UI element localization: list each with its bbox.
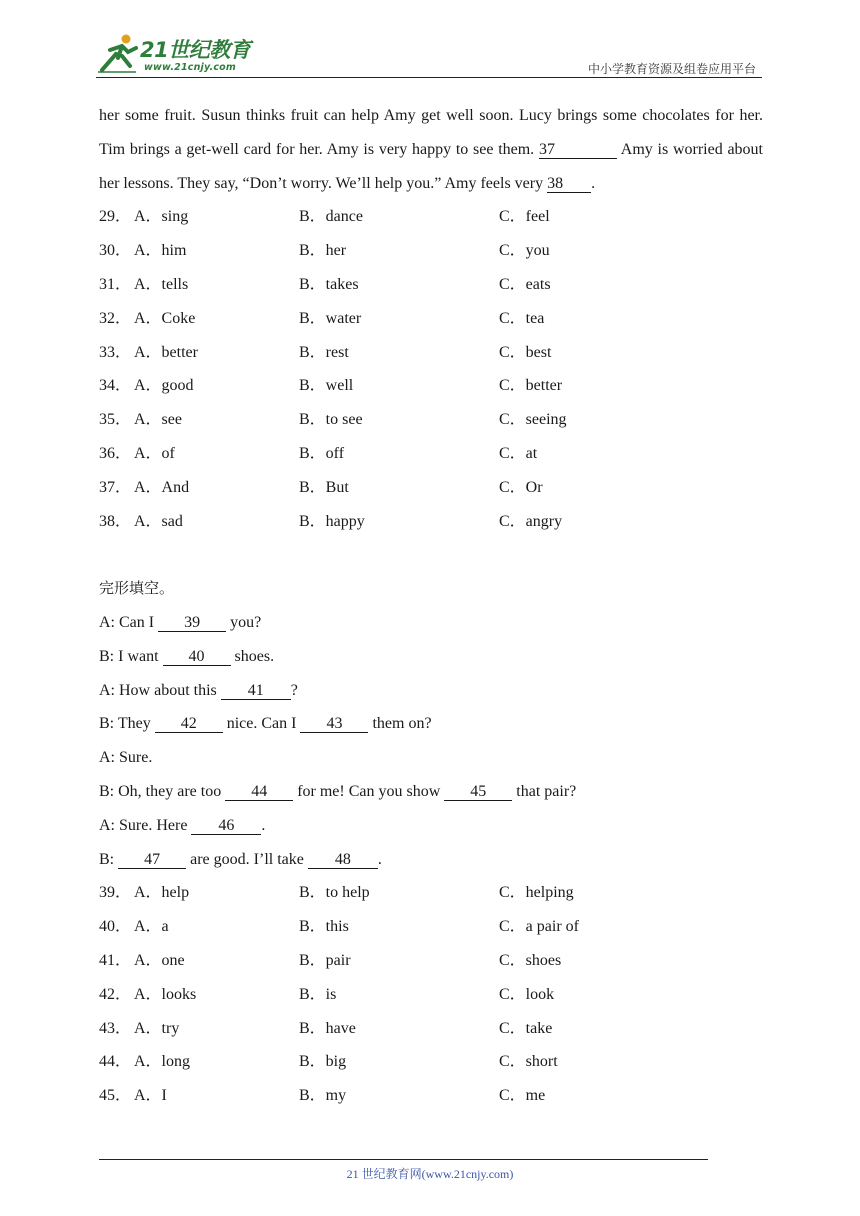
question-number: 43．: [99, 1019, 132, 1037]
blank-39: 39: [158, 614, 226, 632]
option-b: B．well: [299, 377, 354, 395]
option-a: A．see: [134, 411, 182, 429]
footer-link[interactable]: 21 世纪教育网(www.21cnjy.com): [346, 1167, 514, 1181]
option-c: C．you: [499, 242, 550, 260]
option-a: A．one: [134, 951, 185, 969]
section-title: 完形填空。: [99, 579, 175, 598]
header-divider: [96, 77, 762, 78]
question-row: [99, 234, 763, 268]
option-a: A．try: [134, 1019, 180, 1037]
dialog-text: ?: [290, 681, 298, 699]
option-c: C．me: [499, 1087, 546, 1105]
question-number: 42．: [99, 985, 132, 1003]
option-b: B．this: [299, 918, 349, 936]
section-spacer: [99, 538, 763, 572]
option-c: C．a pair of: [499, 918, 579, 936]
dialog-text: B: They: [99, 715, 155, 733]
option-b: B．have: [299, 1019, 356, 1037]
question-list-2: [99, 876, 763, 1113]
question-row: [99, 471, 763, 505]
passage-text-2: Amy is worried about her lessons. They say, “Don’t worry. We’ll help you.” Amy feels very: [99, 140, 763, 192]
dialog-text: .: [261, 816, 266, 834]
dialog-text: B:: [99, 850, 119, 868]
blank-44: 44: [225, 783, 293, 801]
question-row: [99, 876, 763, 910]
question-number: 40．: [99, 918, 132, 936]
blank-37: 37: [539, 141, 617, 159]
question-list-1: [99, 200, 763, 538]
option-c: C．feel: [499, 208, 550, 226]
logo-url: www.21cnjy.com: [144, 62, 236, 73]
dialog-line: [99, 775, 763, 809]
question-number: 36．: [99, 444, 132, 462]
page-content: [99, 99, 763, 1113]
question-number: 44．: [99, 1053, 132, 1071]
option-a: A．of: [134, 444, 175, 462]
dialog-text: B: I want: [99, 647, 163, 665]
question-number: 30．: [99, 242, 132, 260]
question-row: [99, 1045, 763, 1079]
blank-47: 47: [118, 851, 186, 869]
question-number: 39．: [99, 884, 132, 902]
logo-text: 21世纪教育: [140, 38, 251, 62]
option-c: C．better: [499, 377, 563, 395]
question-row: [99, 910, 763, 944]
passage-paragraph: [99, 99, 763, 200]
dialog-text: shoes.: [230, 647, 275, 665]
question-row: [99, 336, 763, 370]
option-c: C．at: [499, 444, 538, 462]
dialog-text: B: Oh, they are too: [99, 782, 226, 800]
option-b: B．big: [299, 1053, 347, 1071]
option-a: A．Coke: [134, 309, 196, 327]
option-a: A．help: [134, 884, 190, 902]
question-number: 41．: [99, 951, 132, 969]
option-b: B．is: [299, 985, 337, 1003]
dialog-text: A: Can I: [99, 613, 159, 631]
option-c: C．shoes: [499, 951, 562, 969]
option-c: C．look: [499, 985, 555, 1003]
option-a: A．sing: [134, 208, 189, 226]
option-a: A．tells: [134, 275, 189, 293]
question-number: 45．: [99, 1087, 132, 1105]
option-c: C．angry: [499, 512, 563, 530]
dialog-text: that pair?: [512, 782, 577, 800]
option-c: C．take: [499, 1019, 553, 1037]
option-b: B．off: [299, 444, 345, 462]
option-a: A．long: [134, 1053, 191, 1071]
option-b: B．her: [299, 242, 347, 260]
dialog-block: [99, 606, 763, 876]
option-a: A．a: [134, 918, 169, 936]
footer-divider: [99, 1159, 708, 1160]
option-a: A．I: [134, 1087, 167, 1105]
runner-logo-icon: [96, 32, 140, 74]
option-c: C．seeing: [499, 411, 567, 429]
dialog-text: .: [377, 850, 382, 868]
option-c: C．Or: [499, 478, 543, 496]
dialog-text: A: How about this: [99, 681, 221, 699]
dialog-text: are good. I’ll take: [186, 850, 308, 868]
passage-end: .: [591, 174, 596, 192]
question-row: [99, 944, 763, 978]
site-logo[interactable]: [96, 32, 266, 76]
option-a: A．looks: [134, 985, 197, 1003]
option-a: A．sad: [134, 512, 183, 530]
dialog-text: you?: [226, 613, 262, 631]
question-row: [99, 1012, 763, 1046]
option-b: B．rest: [299, 343, 349, 361]
option-b: B．But: [299, 478, 349, 496]
blank-41: 41: [221, 682, 291, 700]
question-row: [99, 437, 763, 471]
question-number: 33．: [99, 343, 132, 361]
dialog-line: [99, 640, 763, 674]
blank-42: 42: [155, 715, 223, 733]
blank-46: 46: [191, 817, 261, 835]
question-number: 34．: [99, 377, 132, 395]
option-b: B．water: [299, 309, 362, 327]
question-number: 31．: [99, 275, 132, 293]
blank-40: 40: [163, 648, 231, 666]
question-row: [99, 403, 763, 437]
question-row: [99, 200, 763, 234]
question-row: [99, 978, 763, 1012]
question-row: [99, 1079, 763, 1113]
option-a: A．And: [134, 478, 190, 496]
question-row: [99, 369, 763, 403]
passage-text-1: her some fruit. Susun thinks fruit can help Amy get well soon. Lucy brings some chocolates for her. Tim brings a get-well card for her. Amy is very happy to see them.: [99, 107, 763, 158]
question-row: [99, 268, 763, 302]
option-b: B．pair: [299, 951, 351, 969]
dialog-line: [99, 674, 763, 708]
dialog-text: A: Sure.: [99, 749, 153, 767]
option-c: C．best: [499, 343, 552, 361]
option-a: A．good: [134, 377, 194, 395]
option-c: C．tea: [499, 309, 545, 327]
dialog-line: [99, 809, 763, 843]
option-a: A．him: [134, 242, 187, 260]
option-c: C．short: [499, 1053, 558, 1071]
option-b: B．dance: [299, 208, 363, 226]
dialog-line: [99, 606, 763, 640]
option-b: B．to see: [299, 411, 363, 429]
question-number: 37．: [99, 478, 132, 496]
blank-45: 45: [444, 783, 512, 801]
page-header: [96, 28, 760, 78]
dialog-text: for me! Can you show: [293, 782, 445, 800]
blank-48: 48: [308, 851, 378, 869]
question-row: [99, 302, 763, 336]
option-b: B．to help: [299, 884, 370, 902]
option-b: B．my: [299, 1087, 347, 1105]
option-a: A．better: [134, 343, 198, 361]
header-platform-name: 中小学教育资源及组卷应用平台: [587, 62, 756, 76]
option-b: B．takes: [299, 275, 359, 293]
question-number: 29．: [99, 208, 132, 226]
blank-43: 43: [300, 715, 368, 733]
dialog-line: [99, 741, 763, 775]
option-c: C．eats: [499, 275, 551, 293]
question-number: 32．: [99, 309, 132, 327]
dialog-line: [99, 843, 763, 877]
dialog-text: A: Sure. Here: [99, 816, 192, 834]
question-number: 38．: [99, 512, 132, 530]
option-b: B．happy: [299, 512, 365, 530]
question-row: [99, 505, 763, 539]
question-number: 35．: [99, 411, 132, 429]
option-c: C．helping: [499, 884, 574, 902]
dialog-text: them on?: [368, 715, 432, 733]
blank-38: 38: [547, 175, 591, 193]
dialog-line: [99, 707, 763, 741]
dialog-text: nice. Can I: [222, 715, 301, 733]
